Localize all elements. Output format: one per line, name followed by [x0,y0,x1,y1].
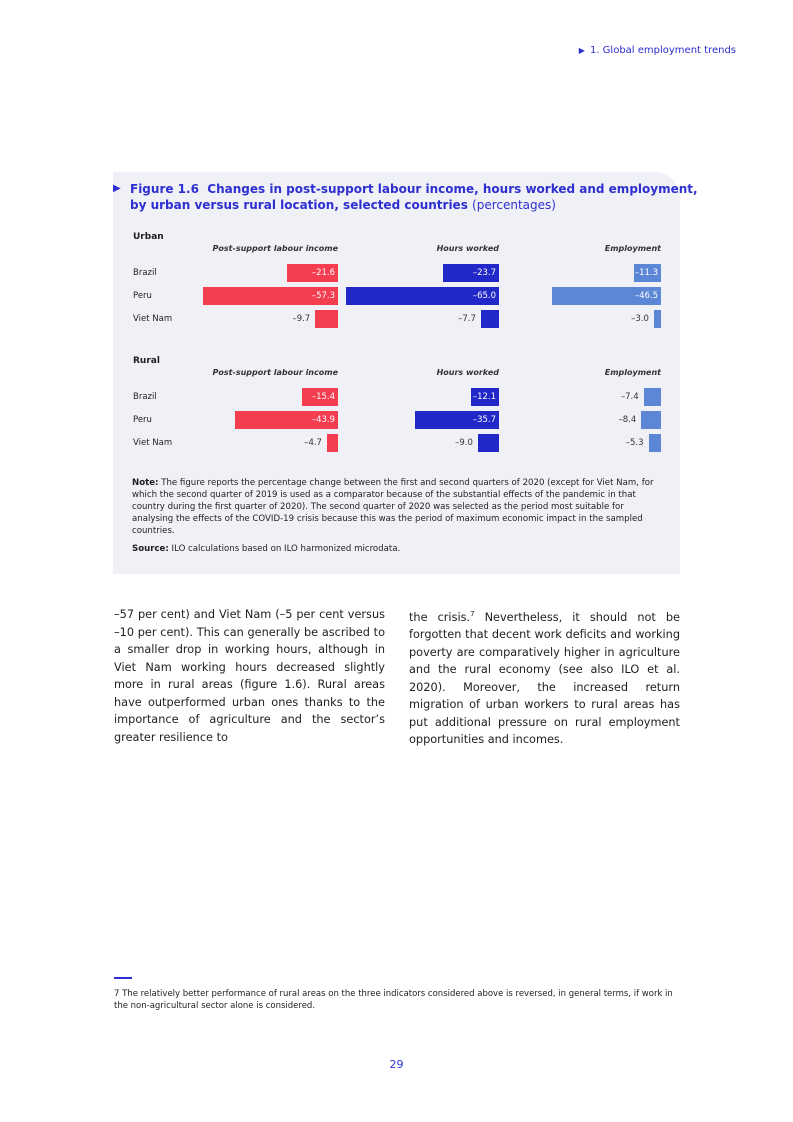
urban-hours-worked-label-viet-nam: –7.7 [458,314,476,324]
urban-employment-header: Employment [604,244,661,253]
rural-post-support-labour-income-label-peru: –43.9 [311,415,335,425]
urban-hours-worked-label-peru: –65.0 [472,291,496,301]
figure-arrow-icon: ▶ [113,183,121,194]
rural-post-support-labour-income-label-brazil: –15.4 [311,392,335,402]
source-label: Source: [132,544,169,554]
rural-post-support-labour-income-bar-viet-nam [327,434,338,452]
rural-employment-bar-viet-nam [649,434,661,452]
rural-hours-worked-label-brazil: –12.1 [472,392,496,402]
page-number: 29 [389,1058,404,1071]
rural-employment-bar-brazil [644,388,661,406]
figure-note [132,477,662,537]
footnote-ref: 7 [470,610,475,618]
rural-country-brazil: Brazil [133,392,157,402]
footnote-rule [114,977,132,979]
figure-unit: (percentages) [472,198,556,212]
urban-hours-worked-bar-viet-nam [481,310,499,328]
rural-employment-header: Employment [604,368,661,377]
rural-post-support-labour-income-header: Post-support labour income [212,368,338,377]
urban-post-support-labour-income-label-brazil: –21.6 [311,268,335,278]
figure-source [132,544,400,554]
urban-country-brazil: Brazil [133,268,157,278]
note-text: The figure reports the percentage change between the first and second quarters of 2020 (except for Viet Nam, for which the second quarter of 2019 is used as a comparator because of the substantial effects of the pandemic in that country during the first quarter of 2020). The second quarter of 2020 was selected as the period most suitable for analysing the effects of the COVID-19 crisis because this was the period of maximum economic impact in the sampled countries. [132,478,654,536]
urban-employment-label-brazil: –11.3 [634,268,658,278]
rural-country-viet-nam: Viet Nam [133,438,173,448]
rural-hours-worked-label-peru: –35.7 [472,415,496,425]
running-head [579,45,736,56]
urban-hours-worked-header: Hours worked [436,244,499,253]
urban-post-support-labour-income-label-viet-nam: –9.7 [292,314,311,324]
running-head-text: 1. Global employment trends [589,45,736,56]
figure-label: Figure 1.6 [130,182,199,196]
figure-title-line2: by urban versus rural location, selected countries (percentages) [130,198,556,212]
urban-employment-bar-viet-nam [654,310,661,328]
urban-employment-label-peru: –46.5 [634,291,658,301]
source-text: ILO calculations based on ILO harmonized microdata. [171,544,401,554]
rural-hours-worked-label-viet-nam: –9.0 [455,438,473,448]
body-column-right: the crisis.$^7$ Nevertheless, it should not be forgotten that decent work deficits and working poverty are comparatively higher in agriculture and the rural economy (see also ILO et al. 2020). Moreover, the increased return migration of urban workers to rural areas has put additional pressure on rural employment opportunities and incomes. [409,610,680,747]
urban-post-support-labour-income-label-peru: –57.3 [311,291,335,301]
note-label: Note: [132,478,159,488]
urban-post-support-labour-income-header: Post-support labour income [212,244,338,253]
urban-country-viet-nam: Viet Nam [133,314,173,324]
urban-hours-worked-label-brazil: –23.7 [472,268,496,278]
rural-employment-label-viet-nam: –5.3 [625,438,644,448]
rural-employment-label-peru: –8.4 [618,415,637,425]
urban-country-peru: Peru [133,291,152,301]
footnote: 7 The relatively better performance of rural areas on the three indicators considered above is reversed, in general terms, if work in the non-agricultural sector alone is considered. [114,989,673,1011]
rural-hours-worked-bar-viet-nam [478,434,499,452]
urban-post-support-labour-income-bar-viet-nam [315,310,338,328]
rural-section-label: Rural [133,356,160,366]
urban-employment-label-viet-nam: –3.0 [631,314,649,324]
rural-post-support-labour-income-label-viet-nam: –4.7 [304,438,322,448]
figure-title-line1: Figure 1.6 Changes in post-support labour income, hours worked and employment, [130,182,698,196]
rural-hours-worked-header: Hours worked [436,368,499,377]
figure-box [113,172,698,574]
rural-country-peru: Peru [133,415,152,425]
rural-employment-label-brazil: –7.4 [620,392,639,402]
rural-employment-bar-peru [641,411,661,429]
body-column-left: –57 per cent) and Viet Nam (–5 per cent versus –10 per cent). This can generally be ascribed to a smaller drop in working hours, although in Viet Nam working hours decreased slightly more in rural areas (figure 1.6). Rural areas have outperformed urban ones thanks to the importance of agriculture and the sector’s greater resilience to [114,608,385,744]
urban-section-label: Urban [133,232,164,242]
triangle-icon: ▶ [578,46,585,55]
